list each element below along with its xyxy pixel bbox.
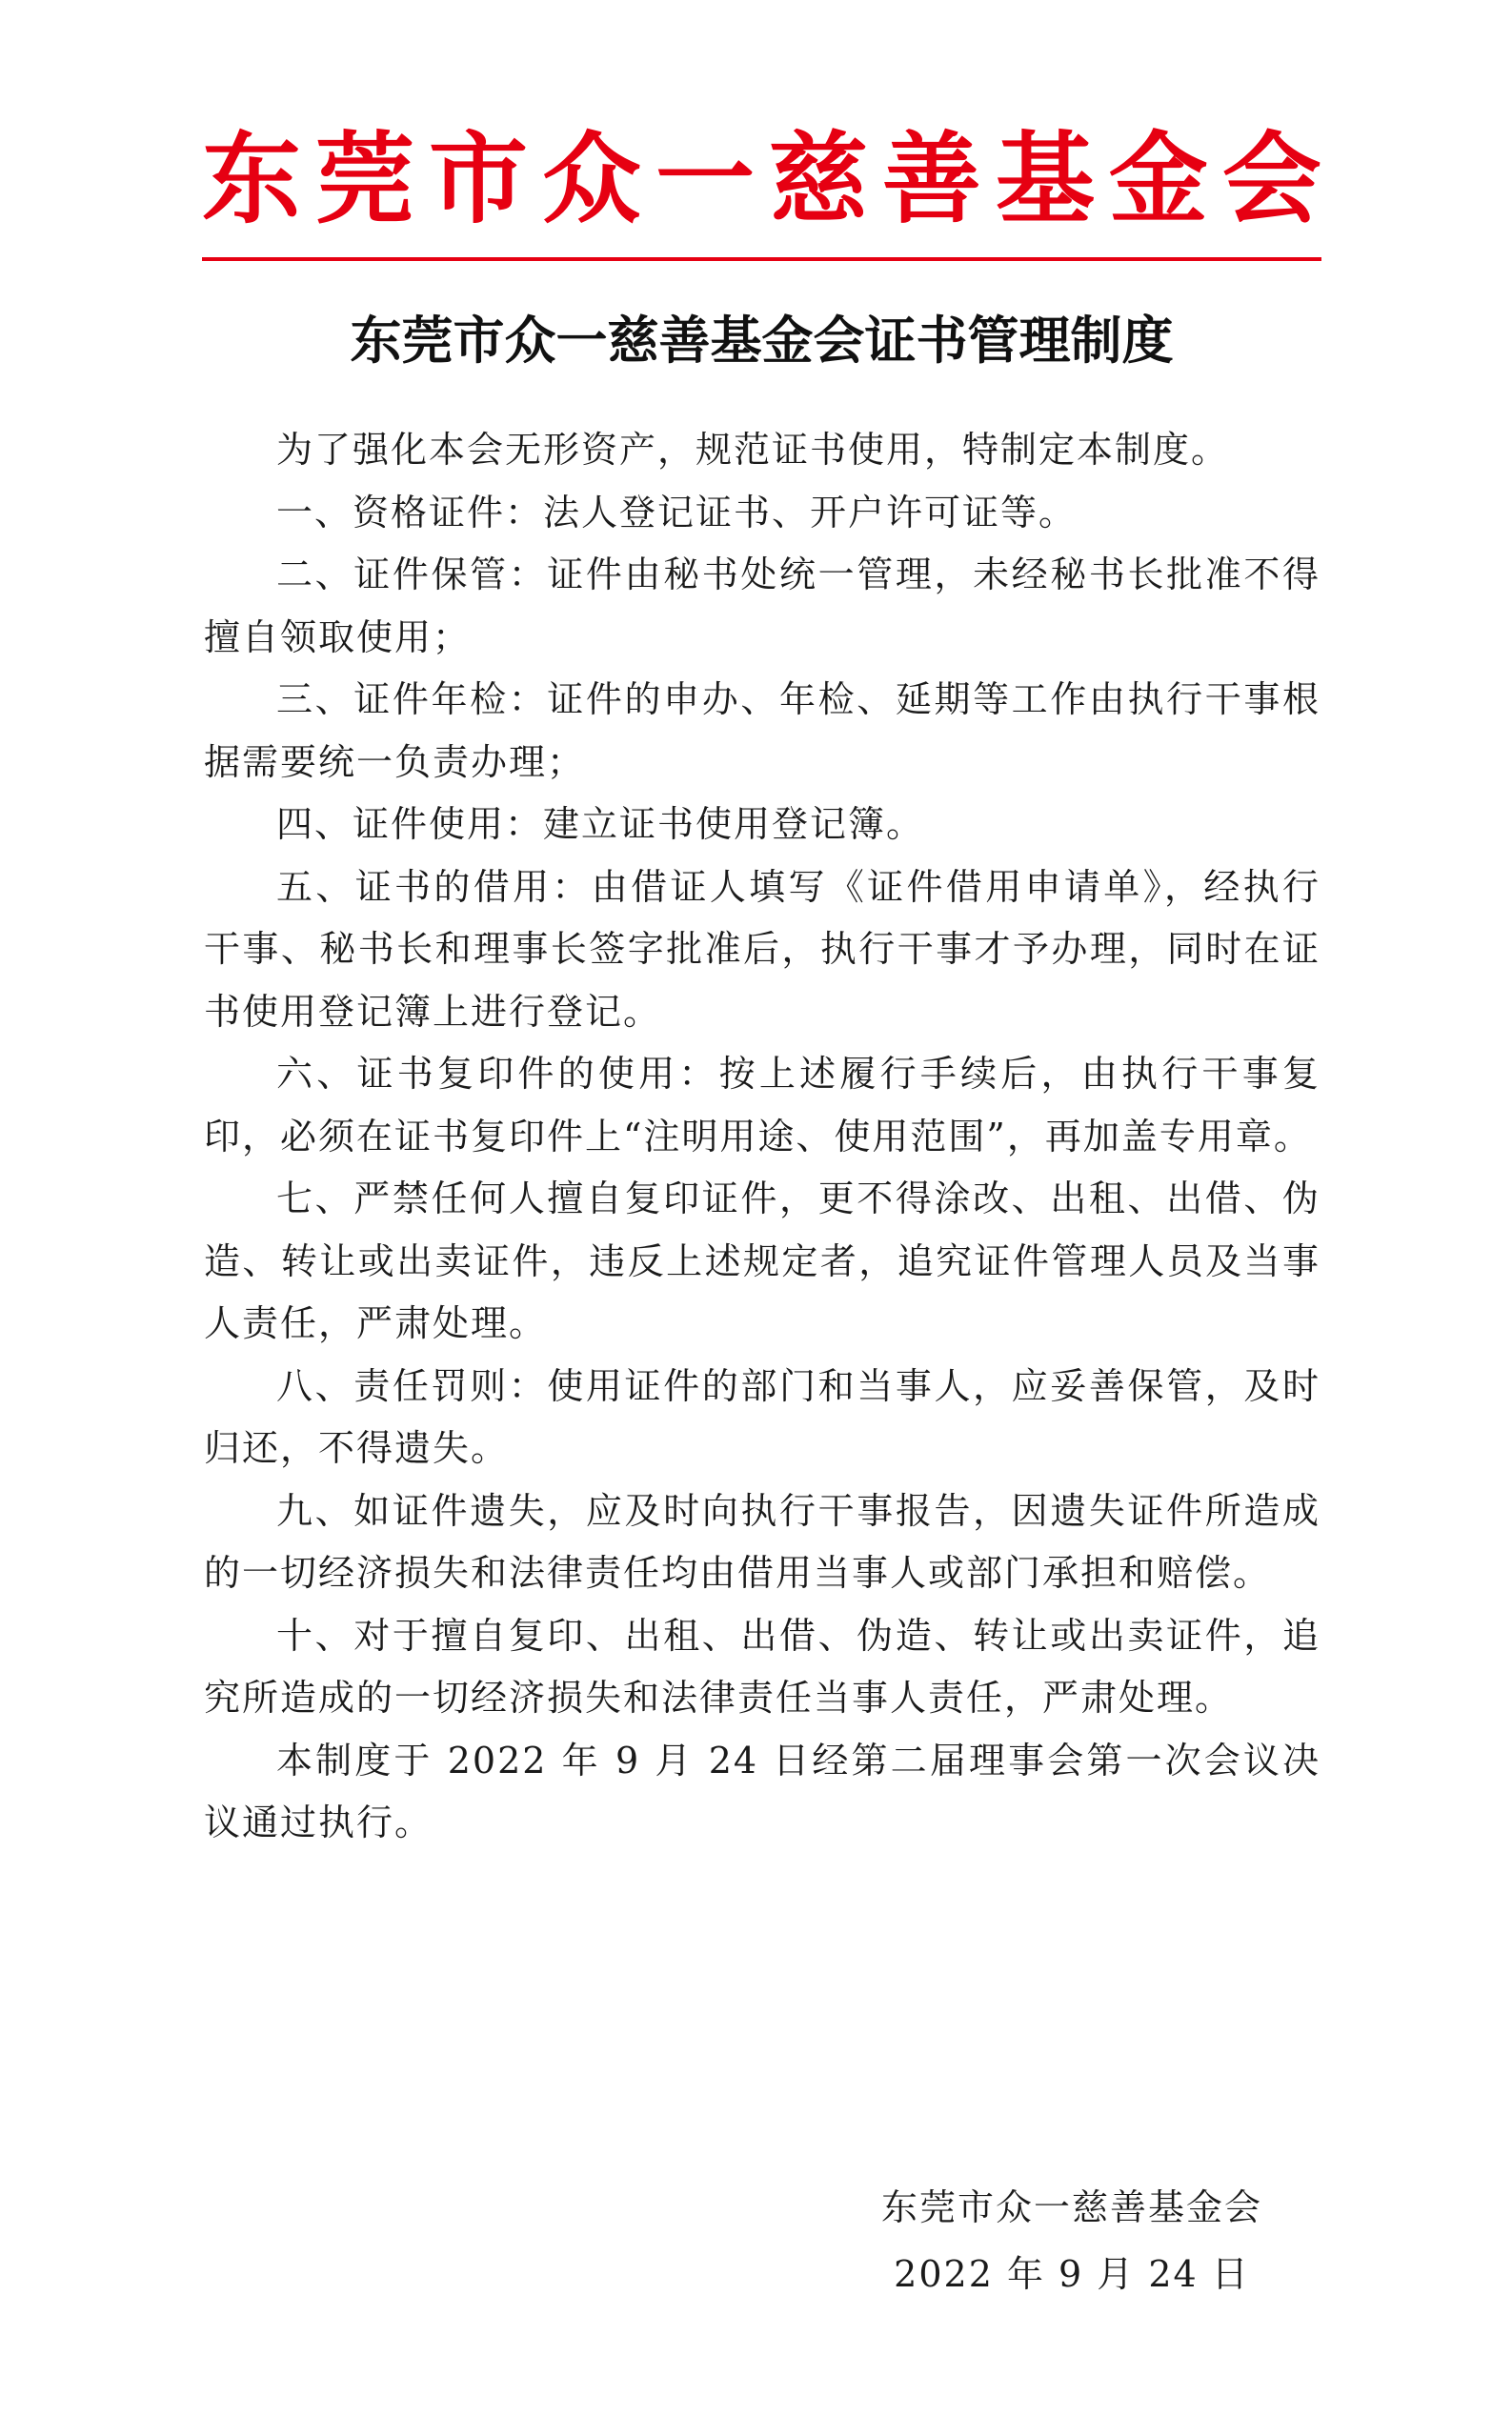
document-title: 东莞市众一慈善基金会证书管理制度 — [350, 310, 1174, 371]
letterhead-char: 一 — [655, 120, 755, 237]
signature-date: 2022 年 9 月 24 日 — [894, 2253, 1250, 2295]
body-paragraph: 八、责任罚则：使用证件的部门和当事人，应妥善保管，及时归还，不得遗失。 — [204, 1364, 1320, 1469]
letterhead-organization-name — [202, 122, 1321, 236]
letterhead-divider — [202, 257, 1321, 261]
letterhead-char: 基 — [995, 120, 1095, 237]
body-paragraph: 为了强化本会无形资产，规范证书使用，特制定本制度。 — [276, 429, 1230, 471]
body-paragraph: 三、证件年检：证件的申办、年检、延期等工作由执行干事根据需要统一负责办理； — [204, 678, 1320, 783]
body-paragraph: 四、证件使用：建立证书使用登记簿。 — [276, 803, 925, 845]
body-paragraph: 本制度于 2022 年 9 月 24 日经第二届理事会第一次会议决议通过执行。 — [204, 1739, 1320, 1843]
letterhead-char: 市 — [428, 120, 528, 237]
letterhead-char: 慈 — [768, 120, 868, 237]
body-paragraph: 十、对于擅自复印、出租、出借、伪造、转让或出卖证件，追究所造成的一切经济损失和法律责任当事人责任，严肃处理。 — [204, 1614, 1320, 1719]
letterhead-char: 东 — [202, 120, 302, 237]
letterhead-char: 金 — [1108, 120, 1208, 237]
document-body — [204, 419, 1320, 1855]
letterhead-char: 善 — [881, 120, 981, 237]
letterhead-char: 众 — [541, 120, 641, 237]
body-paragraph: 九、如证件遗失，应及时向执行干事报告，因遗失证件所造成的一切经济损失和法律责任均由借用当事人或部门承担和赔偿。 — [204, 1489, 1320, 1594]
body-paragraph: 二、证件保管：证件由秘书处统一管理，未经秘书长批准不得擅自领取使用； — [204, 554, 1320, 658]
letterhead-char: 会 — [1221, 120, 1321, 237]
body-paragraph: 七、严禁任何人擅自复印证件，更不得涂改、出租、出借、伪造、转让或出卖证件，违反上述规定者，追究证件管理人员及当事人责任，严肃处理。 — [204, 1178, 1320, 1344]
letterhead-char: 莞 — [314, 120, 414, 237]
body-paragraph: 五、证书的借用：由借证人填写《证件借用申请单》，经执行干事、秘书长和理事长签字批准后，执行干事才予办理，同时在证书使用登记簿上进行登记。 — [204, 865, 1320, 1033]
body-paragraph: 一、资格证件：法人登记证书、开户许可证等。 — [276, 491, 1078, 534]
signature-organization: 东莞市众一慈善基金会 — [880, 2186, 1262, 2228]
signature-block — [857, 2174, 1286, 2307]
body-paragraph: 六、证书复印件的使用：按上述履行手续后，由执行干事复印，必须在证书复印件上“注明用途、使用范围”，再加盖专用章。 — [204, 1053, 1320, 1158]
